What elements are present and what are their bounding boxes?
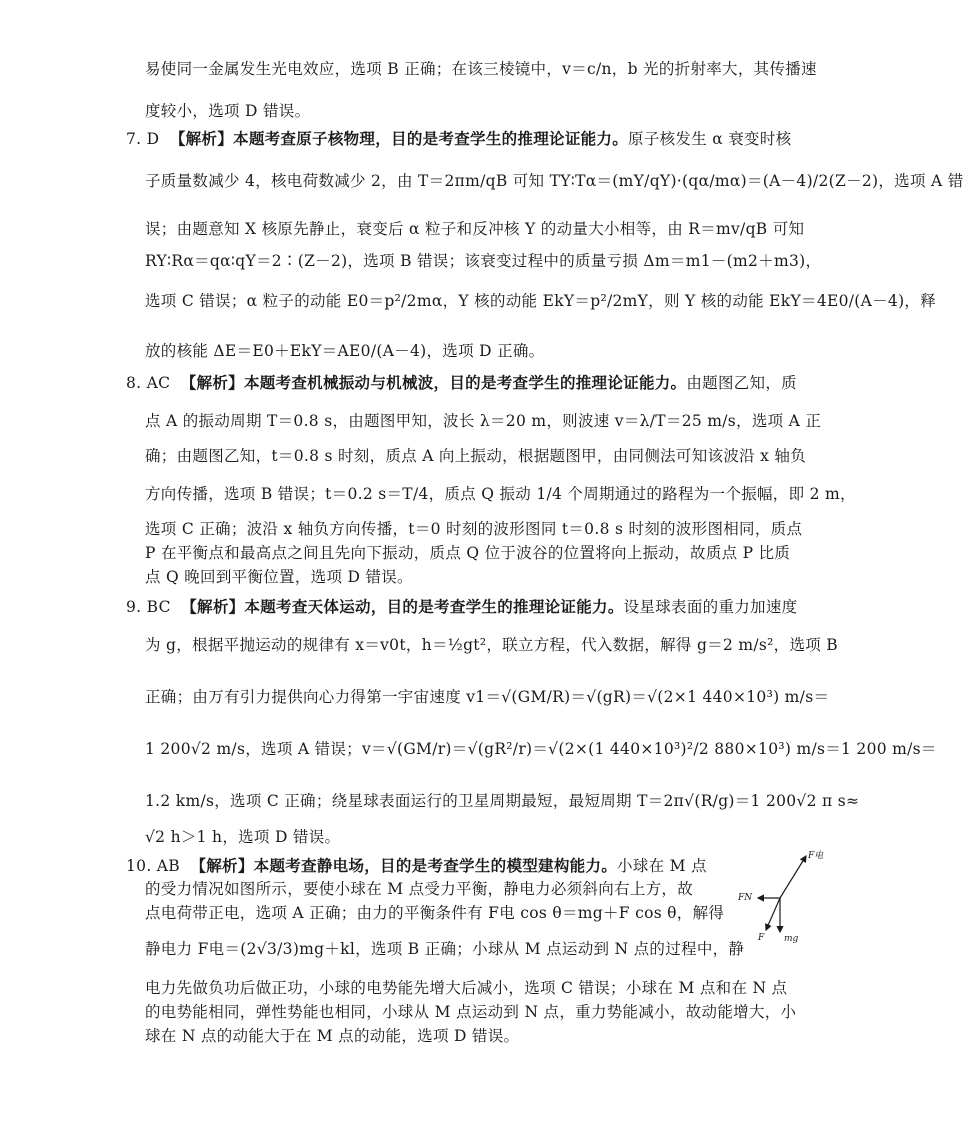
text-line: P 在平衡点和最高点之间且先向下振动，质点 Q 位于波谷的位置将向上振动，故质点 P 比质 xyxy=(145,544,791,562)
text-line: 正确；由万有引力提供向心力得第一宇宙速度 v1＝√(GM/R)＝√(gR)＝√(2×1 440×10³) m/s＝ xyxy=(145,688,830,706)
analysis-tag: 【解析】本题考查静电场，目的是考查学生的模型建构能力。 xyxy=(190,856,618,875)
answer-label: 7. D xyxy=(126,130,160,148)
text-line: 放的核能 ΔE＝E0＋EkY＝AE0/(A－4)，选项 D 正确。 xyxy=(145,342,545,360)
text-line: 方向传播，选项 B 错误；t＝0.2 s＝T/4，质点 Q 振动 1/4 个周期通过的路程为一个振幅，即 2 m， xyxy=(145,485,856,503)
text-span: 由题图乙知，质 xyxy=(686,374,797,392)
analysis-tag: 【解析】本题考查天体运动，目的是考查学生的推理论证能力。 xyxy=(181,597,624,616)
text-line: 点电荷带正电，选项 A 正确；由力的平衡条件有 F电 cos θ＝mg＋F cos θ，解得 xyxy=(145,904,725,922)
analysis-tag: 【解析】本题考查机械振动与机械波，目的是考查学生的推理论证能力。 xyxy=(180,373,687,392)
text-line: 的受力情况如图所示，要使小球在 M 点受力平衡，静电力必须斜向右上方，故 xyxy=(145,880,694,898)
text-line: 易使同一金属发生光电效应，选项 B 正确；在该三棱镜中，v＝c/n，b 光的折射率大，其传播速 xyxy=(145,60,817,78)
question-9 xyxy=(126,596,797,618)
analysis-tag: 【解析】本题考查原子核物理，目的是考查学生的推理论证能力。 xyxy=(169,129,629,148)
text-span: 小球在 M 点 xyxy=(617,857,707,875)
text-line: 的电势能相同，弹性势能也相同，小球从 M 点运动到 N 点，重力势能减小，故动能增大，小 xyxy=(145,1003,797,1021)
answer-label: 8. AC xyxy=(126,374,171,392)
electric-force-arrow xyxy=(780,856,806,898)
text-span: 设星球表面的重力加速度 xyxy=(623,598,798,616)
text-line: 子质量数减少 4，核电荷数减少 2，由 T＝2πm/qB 可知 TY∶Tα＝(mY/qY)·(qα/mα)＝(A－4)/2(Z－2)，选项 A 错 xyxy=(145,172,964,190)
force-diagram xyxy=(730,848,824,948)
text-line: 选项 C 错误；α 粒子的动能 E0＝p²/2mα，Y 核的动能 EkY＝p²/2mY，则 Y 核的动能 EkY＝4E0/(A－4)，释 xyxy=(145,292,937,310)
label-f: F xyxy=(758,933,765,943)
text-line: 点 A 的振动周期 T＝0.8 s，由题图甲知，波长 λ＝20 m，则波速 v＝λ/T＝25 m/s，选项 A 正 xyxy=(145,412,822,430)
text-line: 点 Q 晚回到平衡位置，选项 D 错误。 xyxy=(145,568,413,586)
spring-force-arrow xyxy=(766,898,780,930)
text-line: 球在 N 点的动能大于在 M 点的动能，选项 D 错误。 xyxy=(145,1027,520,1045)
text-line: 误；由题意知 X 核原先静止，衰变后 α 粒子和反冲核 Y 的动量大小相等，由 R＝mv/qB 可知 xyxy=(145,220,805,238)
text-line: 静电力 F电＝(2√3/3)mg＋kl，选项 B 正确；小球从 M 点运动到 N 点的过程中，静 xyxy=(145,940,745,958)
text-line: RY∶Rα＝qα∶qY＝2∶(Z－2)，选项 B 错误；该衰变过程中的质量亏损 Δm＝m1－(m2＋m3)， xyxy=(145,252,822,270)
label-f-normal: FN xyxy=(738,893,753,903)
question-10 xyxy=(126,855,707,877)
text-line: 确；由题图乙知，t＝0.8 s 时刻，质点 A 向上振动，根据题图甲，由同侧法可知该波沿 x 轴负 xyxy=(145,447,807,465)
answer-label: 9. BC xyxy=(126,598,171,616)
text-line: √2 h＞1 h，选项 D 错误。 xyxy=(145,828,341,846)
text-line: 1.2 km/s，选项 C 正确；绕星球表面运行的卫星周期最短，最短周期 T＝2π√(R/g)＝1 200√2 π s≈ xyxy=(145,792,860,810)
label-mg: mg xyxy=(784,934,799,944)
question-7 xyxy=(126,128,791,150)
label-f-electric: F电 xyxy=(808,851,824,861)
text-line: 1 200√2 m/s，选项 A 错误；v＝√(GM/r)＝√(gR²/r)＝√(2×(1 440×10³)²/2 880×10³) m/s＝1 200 m/s＝ xyxy=(145,740,937,758)
question-8 xyxy=(126,372,797,394)
text-line: 电力先做负功后做正功，小球的电势能先增大后减小，选项 C 错误；小球在 M 点和在 N 点 xyxy=(145,979,788,997)
answer-label: 10. AB xyxy=(126,857,180,875)
text-line: 选项 C 正确；波沿 x 轴负方向传播，t＝0 时刻的波形图同 t＝0.8 s 时刻的波形图相同，质点 xyxy=(145,520,803,538)
text-span: 原子核发生 α 衰变时核 xyxy=(628,130,792,148)
text-line: 为 g，根据平抛运动的规律有 x＝v0t，h＝½gt²，联立方程，代入数据，解得 g＝2 m/s²，选项 B xyxy=(145,636,838,654)
text-line: 度较小，选项 D 错误。 xyxy=(145,102,311,120)
